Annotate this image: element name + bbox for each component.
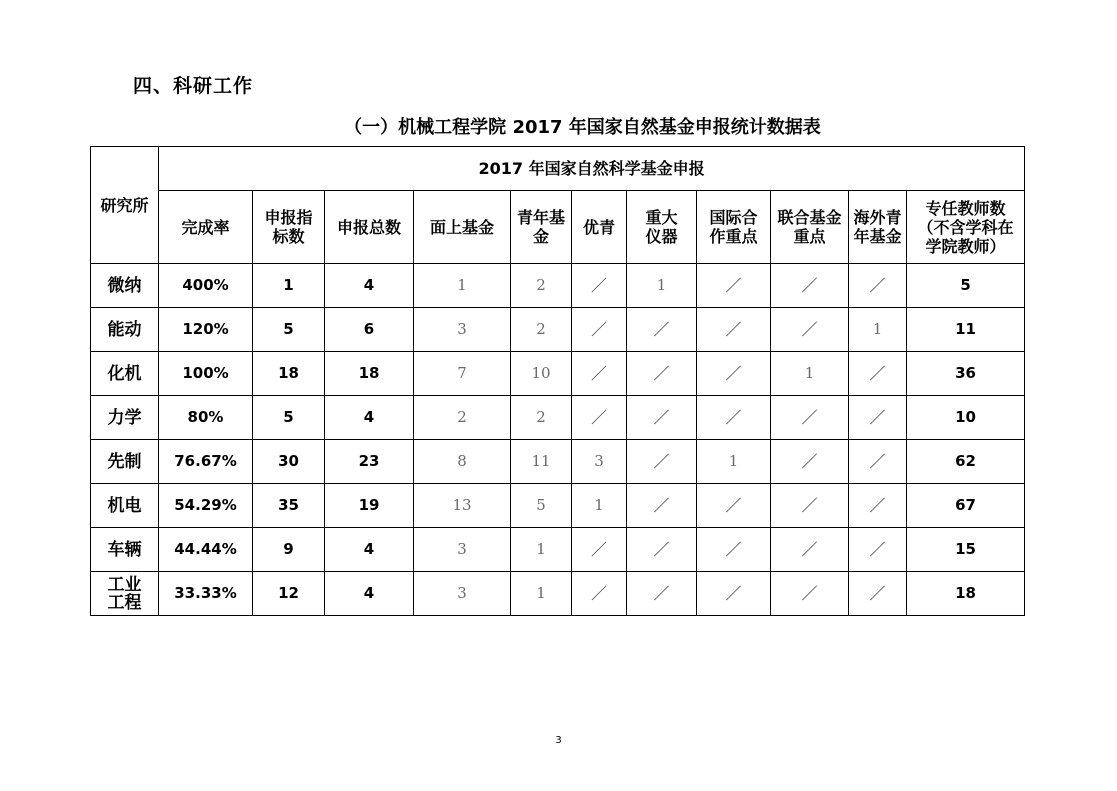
table-cell: 18	[325, 352, 414, 396]
table-cell: ／	[572, 308, 627, 352]
row-header: 先制	[91, 440, 159, 484]
table-cell: 10	[907, 396, 1025, 440]
table-cell: ／	[849, 396, 907, 440]
table-body	[91, 264, 1025, 616]
table-cell: ／	[627, 352, 697, 396]
table-cell: ／	[627, 528, 697, 572]
table-cell: ／	[627, 308, 697, 352]
row-header: 能动	[91, 308, 159, 352]
table-cell: 1	[253, 264, 325, 308]
table-cell: 33.33%	[159, 572, 253, 616]
column-header: 申报总数	[325, 191, 414, 264]
table-cell: 19	[325, 484, 414, 528]
table-cell: 2	[511, 308, 572, 352]
table-cell: 1	[511, 528, 572, 572]
table-cell: 4	[325, 528, 414, 572]
table-cell: ／	[627, 440, 697, 484]
column-header: 完成率	[159, 191, 253, 264]
table-title: （一）机械工程学院 2017 年国家自然基金申报统计数据表	[344, 117, 821, 138]
table-cell: 1	[511, 572, 572, 616]
table-cell: ／	[849, 264, 907, 308]
table-cell: 3	[414, 308, 511, 352]
column-header: 重大 仪器	[627, 191, 697, 264]
table-cell: ／	[849, 484, 907, 528]
table-cell: 1	[572, 484, 627, 528]
column-header: 专任教师数 （不含学科在 学院教师）	[907, 191, 1025, 264]
table-cell: ／	[697, 308, 771, 352]
table-cell: ／	[572, 264, 627, 308]
table-row	[91, 528, 1025, 572]
table-cell: ／	[572, 396, 627, 440]
table-cell: 4	[325, 264, 414, 308]
column-header-institute: 研究所	[91, 147, 159, 264]
table-row	[91, 572, 1025, 616]
table-cell: ／	[627, 396, 697, 440]
table-cell: 100%	[159, 352, 253, 396]
table-cell: ／	[849, 352, 907, 396]
table-cell: 9	[253, 528, 325, 572]
table-cell: ／	[697, 352, 771, 396]
table-subheader-row	[91, 191, 1025, 264]
table-cell: ／	[572, 528, 627, 572]
table-cell: ／	[771, 528, 849, 572]
table-cell: 12	[253, 572, 325, 616]
table-cell: 67	[907, 484, 1025, 528]
table-cell: 3	[414, 528, 511, 572]
row-header: 机电	[91, 484, 159, 528]
table-cell: 5	[511, 484, 572, 528]
table-cell: 4	[325, 572, 414, 616]
table-cell: ／	[849, 440, 907, 484]
row-header: 车辆	[91, 528, 159, 572]
table-row	[91, 484, 1025, 528]
table-cell: 62	[907, 440, 1025, 484]
table-cell: 2	[511, 396, 572, 440]
column-header: 优青	[572, 191, 627, 264]
table-cell: 76.67%	[159, 440, 253, 484]
table-cell: ／	[627, 484, 697, 528]
table-cell: 3	[414, 572, 511, 616]
table-cell: 7	[414, 352, 511, 396]
table-row	[91, 396, 1025, 440]
table-cell: 18	[907, 572, 1025, 616]
table-cell: 1	[771, 352, 849, 396]
table-cell: 80%	[159, 396, 253, 440]
table-row	[91, 440, 1025, 484]
table-cell: ／	[627, 572, 697, 616]
table-cell: 1	[414, 264, 511, 308]
table-cell: 8	[414, 440, 511, 484]
table-cell: 44.44%	[159, 528, 253, 572]
table-cell: ／	[771, 484, 849, 528]
row-header: 化机	[91, 352, 159, 396]
row-header: 力学	[91, 396, 159, 440]
table-cell: 13	[414, 484, 511, 528]
table-cell: 11	[511, 440, 572, 484]
column-header: 青年基 金	[511, 191, 572, 264]
table-cell: 10	[511, 352, 572, 396]
table-cell: 5	[253, 308, 325, 352]
table-cell: 54.29%	[159, 484, 253, 528]
table-cell: 2	[414, 396, 511, 440]
table-cell: ／	[572, 352, 627, 396]
table-cell: ／	[849, 572, 907, 616]
table-cell: 5	[253, 396, 325, 440]
table-cell: ／	[697, 396, 771, 440]
table-cell: 11	[907, 308, 1025, 352]
table-cell: ／	[849, 528, 907, 572]
table-cell: 6	[325, 308, 414, 352]
column-header: 面上基金	[414, 191, 511, 264]
column-header: 申报指 标数	[253, 191, 325, 264]
section-heading: 四、科研工作	[133, 75, 254, 97]
column-header: 海外青 年基金	[849, 191, 907, 264]
table-row	[91, 308, 1025, 352]
table-header-row	[91, 147, 1025, 191]
table-cell: 3	[572, 440, 627, 484]
table-cell: ／	[771, 264, 849, 308]
page-number: 3	[555, 735, 562, 746]
column-header: 联合基金 重点	[771, 191, 849, 264]
table-row	[91, 264, 1025, 308]
table-cell: 15	[907, 528, 1025, 572]
table-cell: 2	[511, 264, 572, 308]
group-header: 2017 年国家自然科学基金申报	[159, 147, 1025, 191]
table-cell: 400%	[159, 264, 253, 308]
row-header: 工业 工程	[91, 572, 159, 616]
table-row	[91, 352, 1025, 396]
table-cell: 36	[907, 352, 1025, 396]
table-cell: 120%	[159, 308, 253, 352]
table-cell: ／	[572, 572, 627, 616]
table-cell: 4	[325, 396, 414, 440]
table-cell: 1	[627, 264, 697, 308]
table-cell: 1	[697, 440, 771, 484]
table-cell: ／	[697, 484, 771, 528]
table-cell: 1	[849, 308, 907, 352]
table-cell: ／	[771, 396, 849, 440]
table-cell: 30	[253, 440, 325, 484]
table-cell: 5	[907, 264, 1025, 308]
column-header: 国际合 作重点	[697, 191, 771, 264]
table-cell: ／	[771, 308, 849, 352]
table-cell: ／	[697, 264, 771, 308]
table-cell: ／	[771, 572, 849, 616]
table-cell: ／	[697, 572, 771, 616]
table-cell: ／	[771, 440, 849, 484]
row-header: 微纳	[91, 264, 159, 308]
table-cell: 18	[253, 352, 325, 396]
statistics-table	[90, 146, 1025, 616]
table-cell: ／	[697, 528, 771, 572]
table-cell: 23	[325, 440, 414, 484]
table-cell: 35	[253, 484, 325, 528]
